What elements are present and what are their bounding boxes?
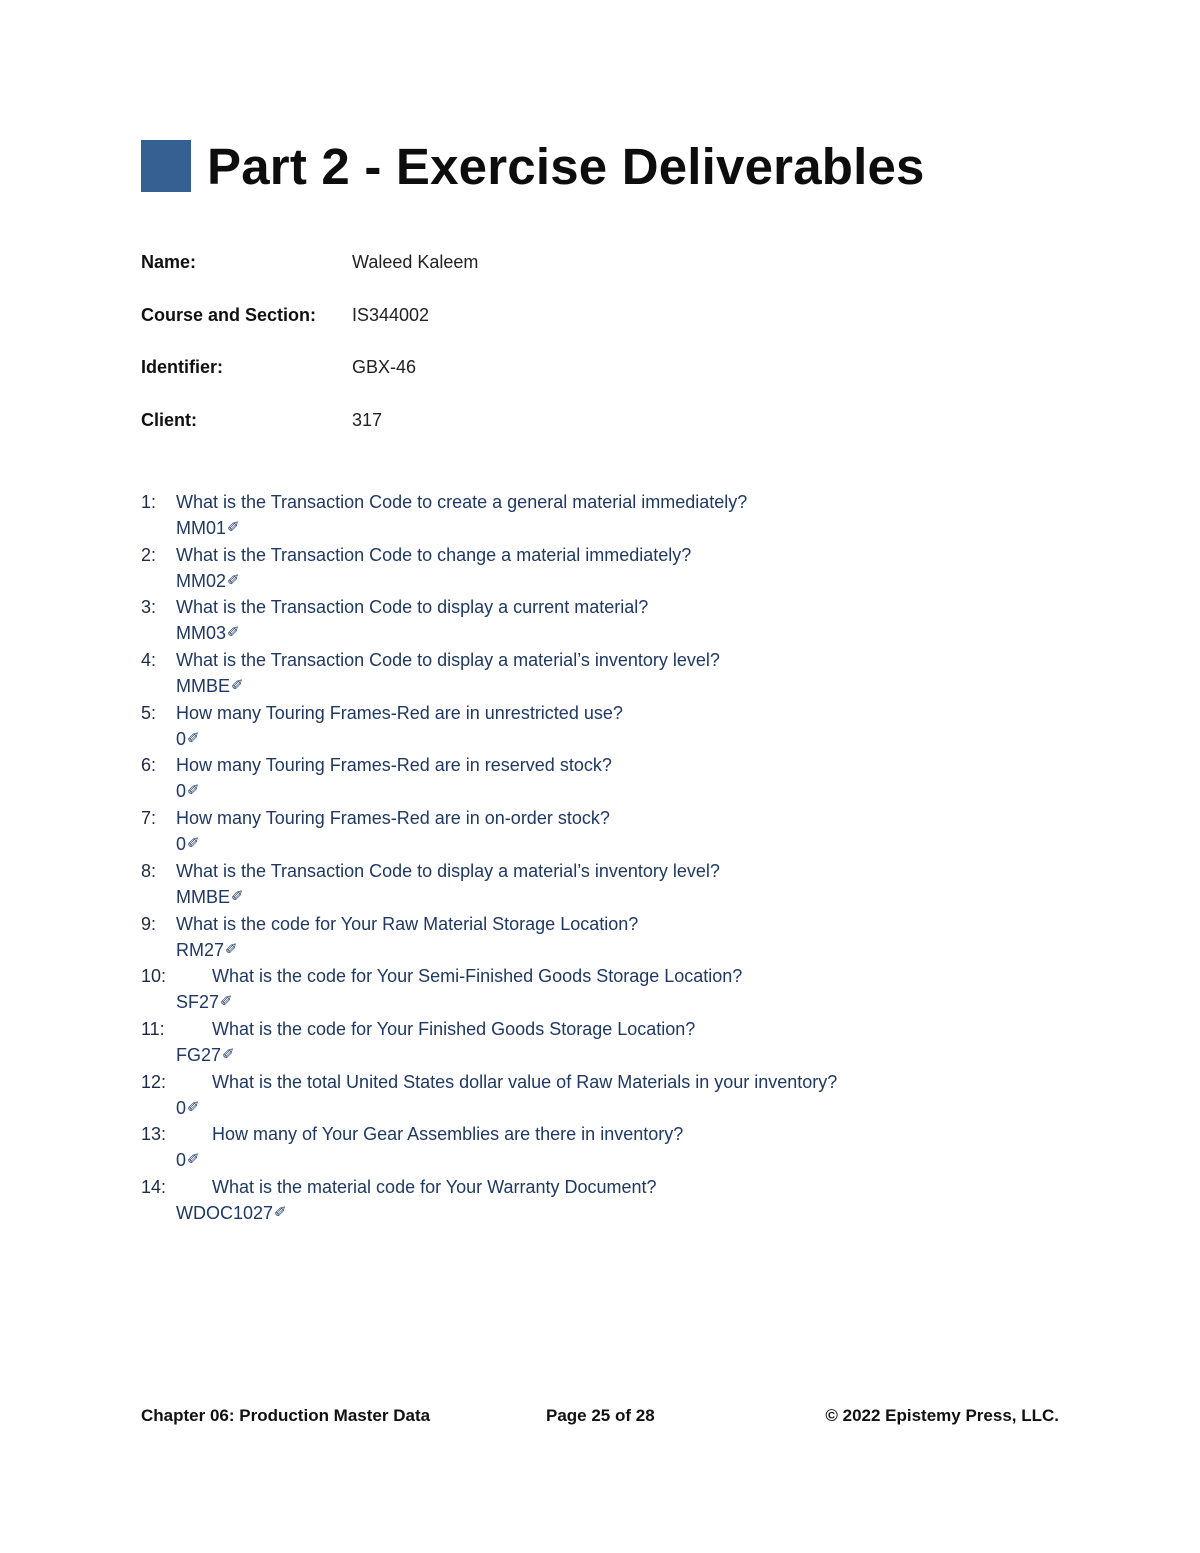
answer-text: MM01 xyxy=(176,518,227,538)
pencil-icon: ✐ xyxy=(231,887,244,905)
pencil-icon: ✐ xyxy=(187,729,200,747)
pencil-icon: ✐ xyxy=(231,677,244,695)
page-heading xyxy=(141,137,925,195)
pencil-icon: ✐ xyxy=(225,940,238,958)
question-item xyxy=(141,700,1041,753)
question-text: How many Touring Frames-Red are in unrestricted use? xyxy=(176,702,623,723)
question-text: What is the total United States dollar value of Raw Materials in your inventory? xyxy=(212,1071,838,1092)
question-text: How many Touring Frames-Red are in reserved stock? xyxy=(176,755,612,776)
pencil-icon: ✐ xyxy=(220,993,233,1011)
answer-text: WDOC1027 xyxy=(176,1202,274,1223)
question-number: 7: xyxy=(141,808,157,829)
info-label: Client: xyxy=(141,409,197,430)
pencil-icon: ✐ xyxy=(222,1045,235,1063)
question-item xyxy=(141,1174,1041,1227)
heading-accent-square xyxy=(141,140,191,192)
question-item xyxy=(141,594,1041,647)
question-number: 11: xyxy=(141,1018,165,1039)
question-list xyxy=(141,489,1041,1227)
info-label: Identifier: xyxy=(141,357,224,377)
question-item xyxy=(141,752,1041,805)
question-text: What is the code for Your Semi-Finished Goods Storage Location? xyxy=(212,966,743,987)
question-number: 2: xyxy=(141,544,157,565)
question-item xyxy=(141,858,1041,911)
question-item xyxy=(141,1016,1041,1069)
question-text: How many of Your Gear Assemblies are there in inventory? xyxy=(212,1124,684,1145)
info-value: GBX-46 xyxy=(352,357,417,377)
answer-field[interactable] xyxy=(176,989,1041,1015)
question-text: What is the material code for Your Warranty Document? xyxy=(212,1176,657,1197)
pencil-icon: ✐ xyxy=(187,1151,200,1169)
answer-field[interactable] xyxy=(176,884,1041,910)
answer-text: SF27 xyxy=(176,992,220,1013)
answer-field[interactable] xyxy=(176,1147,1041,1173)
info-row-identifier xyxy=(141,357,478,410)
question-item xyxy=(141,805,1041,858)
question-item xyxy=(141,647,1041,700)
info-label: Course and Section: xyxy=(141,304,317,325)
pencil-icon: ✐ xyxy=(227,624,240,642)
question-item xyxy=(141,489,1041,542)
question-text: What is the Transaction Code to change a material immediately? xyxy=(176,544,692,565)
question-text: What is the Transaction Code to display a material’s inventory level? xyxy=(176,860,720,881)
pencil-icon: ✐ xyxy=(187,835,200,853)
answer-text: 0 xyxy=(176,1150,187,1171)
info-label: Name: xyxy=(141,252,197,272)
footer-copyright: © 2022 Epistemy Press, LLC. xyxy=(825,1406,1059,1425)
answer-field[interactable] xyxy=(176,1095,1041,1121)
pencil-icon: ✐ xyxy=(227,519,240,536)
answer-field[interactable] xyxy=(176,620,1041,646)
question-number: 12: xyxy=(141,1071,167,1092)
info-row-client xyxy=(141,410,478,463)
answer-field[interactable] xyxy=(176,831,1041,857)
pencil-icon: ✐ xyxy=(274,1203,287,1221)
page-title: Part 2 - Exercise Deliverables xyxy=(207,137,925,195)
question-number: 5: xyxy=(141,702,157,723)
answer-text: 0 xyxy=(176,1097,187,1118)
answer-text: 0 xyxy=(176,728,187,749)
answer-text: 0 xyxy=(176,781,187,802)
answer-text: MM02 xyxy=(176,570,227,591)
answer-text: 0 xyxy=(176,834,187,855)
question-number: 4: xyxy=(141,650,157,671)
question-number: 10: xyxy=(141,966,167,987)
answer-field[interactable] xyxy=(176,937,1041,963)
pencil-icon: ✐ xyxy=(187,782,200,800)
pencil-icon: ✐ xyxy=(227,571,240,589)
info-value: IS344002 xyxy=(352,304,430,325)
question-number: 13: xyxy=(141,1124,167,1145)
answer-field[interactable] xyxy=(176,673,1041,699)
student-info xyxy=(141,252,478,462)
question-text: What is the Transaction Code to display a current material? xyxy=(176,597,649,618)
question-item xyxy=(141,963,1041,1016)
answer-text: MMBE xyxy=(176,676,230,697)
footer-chapter: Chapter 06: Production Master Data xyxy=(141,1406,431,1425)
info-value: Waleed Kaleem xyxy=(352,252,479,272)
answer-text: MMBE xyxy=(176,886,230,907)
answer-field[interactable] xyxy=(176,778,1041,804)
question-item xyxy=(141,911,1041,964)
question-text: What is the Transaction Code to display a material’s inventory level? xyxy=(176,650,720,671)
answer-text: RM27 xyxy=(176,939,225,960)
question-item xyxy=(141,542,1041,595)
answer-field[interactable] xyxy=(176,515,1041,541)
info-row-course xyxy=(141,305,478,358)
question-text: How many Touring Frames-Red are in on-order stock? xyxy=(176,808,610,829)
question-number: 9: xyxy=(141,913,157,934)
info-row-name xyxy=(141,252,478,305)
info-value: 317 xyxy=(352,409,383,430)
question-text: What is the Transaction Code to create a general material immediately? xyxy=(176,492,748,512)
answer-field[interactable] xyxy=(176,1042,1041,1068)
answer-field[interactable] xyxy=(176,568,1041,594)
question-number: 14: xyxy=(141,1176,167,1197)
answer-text: MM03 xyxy=(176,623,227,644)
question-text: What is the code for Your Raw Material Storage Location? xyxy=(176,913,639,934)
question-number: 6: xyxy=(141,755,157,776)
question-text: What is the code for Your Finished Goods Storage Location? xyxy=(212,1018,696,1039)
question-number: 8: xyxy=(141,860,157,881)
pencil-icon: ✐ xyxy=(187,1098,200,1116)
answer-field[interactable] xyxy=(176,1200,1041,1226)
question-item xyxy=(141,1121,1041,1174)
answer-field[interactable] xyxy=(176,726,1041,752)
question-number: 1: xyxy=(141,492,157,512)
question-item xyxy=(141,1069,1041,1122)
answer-text: FG27 xyxy=(176,1044,222,1065)
footer-page-number: Page 25 of 28 xyxy=(546,1406,655,1425)
question-number: 3: xyxy=(141,597,157,618)
